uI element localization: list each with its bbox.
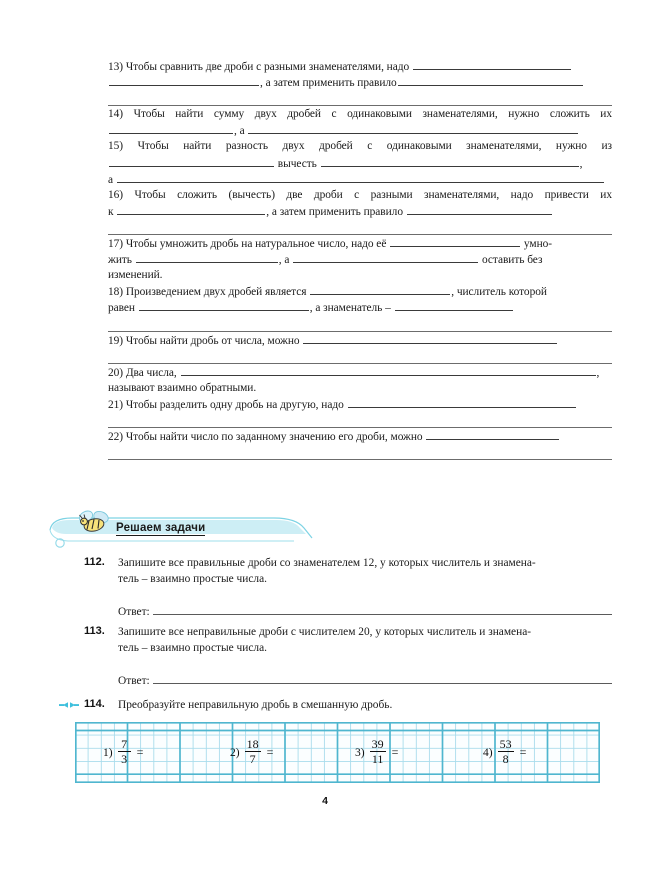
numerator: 53 bbox=[499, 737, 512, 751]
question-15-text-3: а bbox=[108, 173, 116, 186]
question-16-text-2b: , а затем применить правило bbox=[266, 205, 406, 218]
question-14-text-1: 14) Чтобы найти сумму двух дробей с одинаковыми знаменателями, нужно сложить их bbox=[108, 108, 612, 121]
double-arrow-icon bbox=[58, 700, 80, 710]
exercise-113-body bbox=[118, 625, 612, 656]
blank-rule[interactable] bbox=[139, 299, 309, 311]
question-19-line-1 bbox=[108, 332, 612, 348]
question-15-text-2-end: , bbox=[579, 157, 583, 170]
fill-in-questions bbox=[108, 58, 612, 460]
exercise-114-body bbox=[118, 698, 612, 714]
blank-rule[interactable] bbox=[108, 90, 612, 106]
question-19-line-2 bbox=[108, 348, 612, 364]
blank-rule[interactable] bbox=[136, 251, 278, 263]
section-banner bbox=[48, 508, 328, 550]
blank-rule[interactable] bbox=[293, 251, 478, 263]
grid-fraction-3-index: 3) bbox=[355, 746, 365, 759]
question-13 bbox=[108, 58, 612, 106]
blank-rule[interactable] bbox=[407, 203, 552, 215]
question-13-line-2 bbox=[108, 74, 612, 90]
question-17-line-1 bbox=[108, 235, 612, 251]
question-16-line-3 bbox=[108, 219, 612, 235]
exercise-113-text-line-1: Запишите все неправильные дроби с числителем 20, у которых числитель и знамена- bbox=[118, 626, 532, 638]
question-14 bbox=[108, 106, 612, 138]
blank-rule[interactable] bbox=[310, 283, 450, 295]
blank-rule[interactable] bbox=[248, 122, 578, 134]
blank-rule[interactable] bbox=[303, 332, 557, 344]
exercise-112-text-line-1: Запишите все правильные дроби со знаменателем 12, у которых числитель и знамена- bbox=[118, 557, 536, 569]
question-16-text-1: 16) Чтобы сложить (вычесть) две дроби с разными знаменателями, надо привести их bbox=[108, 188, 612, 201]
question-15-text-1: 15) Чтобы найти разность двух дробей с одинаковыми знаменателями, нужно из bbox=[108, 140, 612, 153]
numerator: 18 bbox=[246, 737, 259, 751]
denominator: 11 bbox=[371, 752, 384, 766]
grid-fraction-3-equals: = bbox=[391, 745, 399, 759]
grid-fraction-2-equals: = bbox=[266, 745, 274, 759]
question-21-text-1: 21) Чтобы разделить одну дробь на другую, надо bbox=[108, 398, 347, 411]
question-13-text-1: 13) Чтобы сравнить две дроби с разными знаменателями, надо bbox=[108, 61, 412, 73]
blank-rule[interactable] bbox=[426, 428, 559, 440]
question-14-line-2 bbox=[108, 122, 612, 138]
question-16-line-2 bbox=[108, 203, 612, 219]
question-16-line-1 bbox=[108, 187, 612, 203]
question-17 bbox=[108, 235, 612, 283]
blank-rule[interactable] bbox=[117, 171, 604, 183]
question-15-line-2 bbox=[108, 155, 612, 171]
grid-fraction-4-index: 4) bbox=[483, 746, 493, 759]
question-18-text-1-end: , числитель которой bbox=[451, 286, 547, 299]
question-20-line-1 bbox=[108, 364, 612, 380]
grid-fraction-2 bbox=[230, 731, 273, 774]
blank-rule[interactable] bbox=[109, 122, 233, 134]
answer-blank-rule[interactable] bbox=[153, 673, 612, 684]
exercise-113-answer-row bbox=[118, 673, 612, 687]
question-15-line-3 bbox=[108, 171, 612, 187]
blank-rule[interactable] bbox=[413, 58, 571, 70]
blank-rule[interactable] bbox=[108, 219, 612, 235]
question-17-line-3 bbox=[108, 267, 612, 283]
question-20 bbox=[108, 364, 612, 396]
answer-grid bbox=[75, 722, 600, 783]
question-21 bbox=[108, 396, 612, 428]
question-16 bbox=[108, 187, 612, 235]
question-18-line-3 bbox=[108, 316, 612, 332]
question-17-text-2b: , а bbox=[278, 254, 293, 267]
blank-rule[interactable] bbox=[321, 155, 579, 167]
question-14-line-1 bbox=[108, 106, 612, 122]
grid-fraction-items bbox=[75, 722, 600, 783]
question-21-line-2 bbox=[108, 412, 612, 428]
blank-rule[interactable] bbox=[395, 299, 513, 311]
question-18-line-2 bbox=[108, 299, 612, 315]
question-20-text-2: называют взаимно обратными. bbox=[108, 381, 257, 394]
question-17-text-2-end: оставить без bbox=[479, 254, 543, 267]
blank-rule[interactable] bbox=[109, 155, 274, 167]
grid-fraction-3-value bbox=[370, 738, 386, 765]
question-13-line-3 bbox=[108, 90, 612, 106]
question-18 bbox=[108, 283, 612, 331]
question-17-text-1-end: умно- bbox=[521, 238, 553, 251]
exercise-112-text-line-2: тель – взаимно простые числа. bbox=[118, 572, 268, 585]
question-18-text-2a: равен bbox=[108, 302, 138, 315]
question-16-text-2a: к bbox=[108, 205, 117, 218]
answer-label: Ответ: bbox=[118, 675, 150, 688]
question-15-text-2: вычесть bbox=[275, 157, 320, 170]
question-20-text-1-end: , bbox=[596, 366, 600, 379]
question-17-line-2 bbox=[108, 251, 612, 267]
question-15-line-1 bbox=[108, 138, 612, 154]
exercise-112-number: 112. bbox=[84, 556, 105, 568]
blank-rule[interactable] bbox=[398, 74, 583, 86]
question-20-line-2 bbox=[108, 380, 612, 396]
grid-fraction-1-index: 1) bbox=[103, 746, 113, 759]
denominator: 8 bbox=[502, 752, 509, 766]
blank-rule[interactable] bbox=[109, 74, 259, 86]
grid-fraction-2-value bbox=[245, 738, 261, 765]
numerator: 7 bbox=[121, 737, 128, 751]
question-18-line-1 bbox=[108, 283, 612, 299]
blank-rule[interactable] bbox=[108, 348, 612, 364]
exercise-112-answer-row bbox=[118, 604, 612, 618]
blank-rule[interactable] bbox=[108, 412, 612, 428]
numerator: 39 bbox=[371, 737, 384, 751]
blank-rule[interactable] bbox=[117, 203, 265, 215]
question-22 bbox=[108, 428, 612, 460]
grid-fraction-4 bbox=[483, 731, 526, 774]
grid-fraction-1-equals: = bbox=[136, 745, 144, 759]
grid-fraction-1 bbox=[103, 731, 143, 774]
question-22-text-1: 22) Чтобы найти число по заданному значению его дроби, можно bbox=[108, 431, 426, 444]
question-22-line-2 bbox=[108, 444, 612, 460]
exercise-113 bbox=[84, 625, 612, 687]
exercise-114-number: 114. bbox=[84, 698, 105, 710]
denominator: 3 bbox=[121, 752, 128, 766]
grid-fraction-3 bbox=[355, 731, 398, 774]
question-17-text-3: изменений. bbox=[108, 269, 163, 282]
answer-label: Ответ: bbox=[118, 606, 150, 619]
question-14-text-2: , а bbox=[234, 125, 248, 138]
question-19 bbox=[108, 332, 612, 364]
question-20-text-1: 20) Два числа, bbox=[108, 366, 180, 379]
grid-fraction-4-equals: = bbox=[519, 745, 527, 759]
blank-rule[interactable] bbox=[108, 316, 612, 332]
question-18-text-2b: , а знаменатель – bbox=[309, 302, 394, 315]
question-15 bbox=[108, 138, 612, 186]
grid-fraction-2-index: 2) bbox=[230, 746, 240, 759]
exercise-113-text-line-2: тель – взаимно простые числа. bbox=[118, 641, 268, 654]
blank-rule[interactable] bbox=[108, 444, 612, 460]
exercise-113-number: 113. bbox=[84, 625, 105, 637]
denominator: 7 bbox=[249, 752, 256, 766]
question-17-text-2a: жить bbox=[108, 254, 135, 267]
answer-blank-rule[interactable] bbox=[153, 604, 612, 615]
question-17-text-1: 17) Чтобы умножить дробь на натуральное число, надо её bbox=[108, 238, 390, 251]
blank-rule[interactable] bbox=[181, 364, 596, 376]
question-13-text-2: , а затем применить правило bbox=[260, 77, 397, 90]
question-13-line-1 bbox=[108, 58, 612, 74]
question-18-text-1: 18) Произведением двух дробей является bbox=[108, 286, 310, 299]
section-title: Решаем задачи bbox=[116, 522, 206, 534]
grid-fraction-4-value bbox=[498, 738, 514, 765]
page-number: 4 bbox=[322, 795, 328, 807]
question-19-text-1: 19) Чтобы найти дробь от числа, можно bbox=[108, 334, 303, 347]
question-21-line-1 bbox=[108, 396, 612, 412]
exercise-114-text-line-1: Преобразуйте неправильную дробь в смешанную дробь. bbox=[118, 699, 393, 711]
blank-rule[interactable] bbox=[348, 396, 576, 408]
exercise-112-body bbox=[118, 556, 612, 587]
exercise-112 bbox=[84, 556, 612, 618]
grid-fraction-1-value bbox=[118, 738, 131, 765]
question-22-line-1 bbox=[108, 428, 612, 444]
blank-rule[interactable] bbox=[390, 235, 520, 247]
exercise-114 bbox=[84, 698, 612, 714]
